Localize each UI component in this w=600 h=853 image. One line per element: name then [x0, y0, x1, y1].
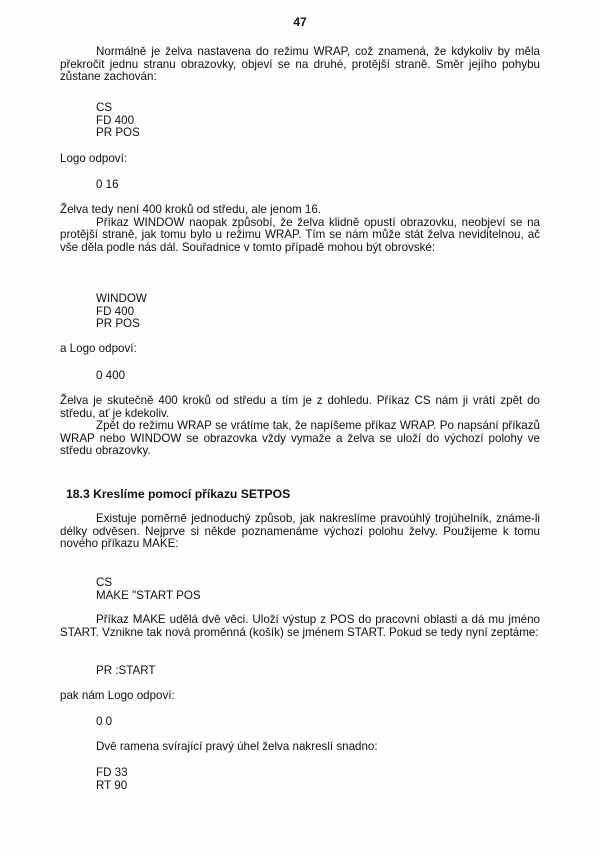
code-line: PR POS — [96, 317, 140, 331]
code-block-3 — [96, 577, 201, 602]
paragraph-text: Příkaz MAKE udělá dvě věci. Uloží výstup z POS do pracovní oblasti a dá mu jméno START. Vznikne tak nová proměnná (košík) se jménem START. Pokud se tedy nyní zeptáme: — [60, 613, 540, 639]
reply-line-3: pak nám Logo odpoví: — [60, 689, 175, 702]
code-block-1 — [96, 102, 140, 140]
code-line: CS — [96, 101, 113, 114]
code-line: FD 400 — [96, 304, 135, 318]
output-3 — [96, 716, 112, 729]
output-1 — [96, 179, 119, 192]
paragraph-wrap-mode — [60, 46, 540, 84]
paragraph-text: Existuje poměrně jednoduchý způsob, jak nakreslíme pravoúhlý trojúhelník, známe-li délky odvěsen. Nejprve si někde poznamenáme výchozí polohu želvy. Použijeme k tomu nového příkazu MAKE: — [60, 512, 540, 551]
code-line: MAKE "START POS — [96, 588, 201, 602]
reply-line-2: a Logo odpoví: — [60, 342, 137, 355]
paragraph-window — [60, 204, 540, 254]
paragraph-text: Příkaz WINDOW naopak způsobí, že želva klidně opustí obrazovku, neobjeví se na protější straně, jak tomu bylo u režimu WRAP. Tím se nám může stát želva neviditelnou, ač vše děla podle nás dál. Souřadnice v tomto případě mohou být obrovské: — [60, 215, 540, 254]
code-line: CS — [96, 576, 113, 589]
output-2 — [96, 370, 125, 383]
paragraph-text: Zpět do režimu WRAP se vrátíme tak, že napíšeme příkaz WRAP. Po napsání příkazů WRAP nebo WINDOW se obrazovka vždy vymaže a želva se uloží do výchozí polohy ve středu obrazovky. — [60, 419, 540, 458]
paragraph-text: Dvě ramena svírající pravý úhel želva nakreslí snadno: — [96, 740, 378, 753]
output-line: 0 16 — [96, 178, 119, 191]
section-heading: 18.3 Kreslíme pomocí příkazu SETPOS — [66, 487, 291, 501]
paragraph-make — [60, 614, 540, 639]
reply-line-1: Logo odpoví: — [60, 152, 128, 165]
output-line: 0 400 — [96, 369, 126, 382]
code-line: FD 33 — [96, 766, 128, 779]
code-line: FD 400 — [96, 113, 135, 127]
paragraph-return-wrap — [60, 395, 540, 458]
code-block-4 — [96, 665, 155, 678]
output-line: 0 0 — [96, 715, 113, 728]
code-line: RT 90 — [96, 778, 128, 792]
code-line: WINDOW — [96, 292, 147, 305]
code-block-5 — [96, 767, 128, 792]
paragraph-setpos — [60, 513, 540, 551]
paragraph-text: Želva tedy není 400 kroků od středu, ale jenom 16. — [60, 203, 322, 216]
paragraph-text: Želva je skutečně 400 kroků od středu a tím je z dohledu. Příkaz CS nám ji vrátí zpět do středu, ať je kdekoliv. — [60, 394, 540, 420]
code-line: PR :START — [96, 664, 156, 677]
page-number: 47 — [293, 15, 307, 29]
code-line: PR POS — [96, 126, 140, 140]
paragraph-right-angle — [96, 741, 378, 754]
paragraph-text: Normálně je želva nastavena do režimu WRAP, což znamená, že kdykoliv by měla překročit jednu stranu obrazovky, objeví se na druhé, protější straně. Směr jejího pohybu zůstane zachován: — [60, 45, 540, 84]
code-block-2 — [96, 293, 147, 331]
